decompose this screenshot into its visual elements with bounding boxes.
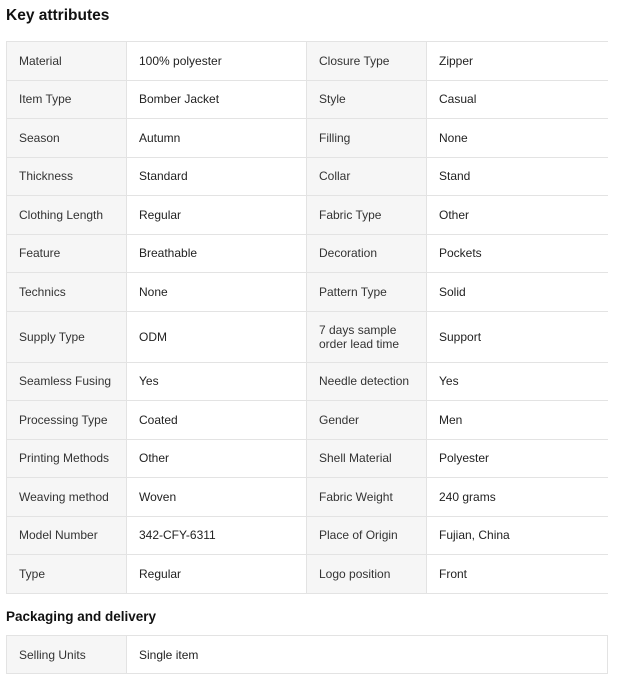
attribute-label-fabric-weight: Fabric Weight [307,478,427,517]
attribute-label-model-number: Model Number [7,516,127,555]
attribute-label-printing-methods: Printing Methods [7,439,127,478]
attribute-value-seamless-fusing: Yes [127,362,307,401]
attribute-label-logo-position: Logo position [307,555,427,594]
table-row [7,119,608,158]
attribute-value-fabric-weight: 240 grams [427,478,608,517]
attribute-value-fabric-type: Other [427,196,608,235]
attribute-value-clothing-length: Regular [127,196,307,235]
attribute-label-material: Material [7,42,127,81]
attribute-label-needle-detection: Needle detection [307,362,427,401]
attribute-label-gender: Gender [307,401,427,440]
table-row [7,234,608,273]
attribute-value-sample-lead-time: Support [427,311,608,362]
attribute-label-fabric-type: Fabric Type [307,196,427,235]
table-row [7,196,608,235]
attribute-label-seamless-fusing: Seamless Fusing [7,362,127,401]
table-row [7,516,608,555]
table-row [7,80,608,119]
attribute-label-shell-material: Shell Material [307,439,427,478]
attribute-label-type: Type [7,555,127,594]
packaging-table [6,635,608,674]
attribute-value-selling-units: Single item [127,636,608,674]
attribute-value-shell-material: Polyester [427,439,608,478]
attribute-value-collar: Stand [427,157,608,196]
table-row [7,439,608,478]
attribute-value-printing-methods: Other [127,439,307,478]
table-row [7,636,608,674]
attribute-value-pattern-type: Solid [427,273,608,312]
packaging-heading: Packaging and delivery [6,609,157,624]
attribute-label-item-type: Item Type [7,80,127,119]
attribute-value-thickness: Standard [127,157,307,196]
table-row [7,42,608,81]
attribute-value-closure-type: Zipper [427,42,608,81]
attribute-label-sample-lead-time: 7 days sample order lead time [307,311,427,362]
attribute-label-selling-units: Selling Units [7,636,127,674]
table-row [7,273,608,312]
attribute-value-supply-type: ODM [127,311,307,362]
attribute-label-clothing-length: Clothing Length [7,196,127,235]
attribute-label-decoration: Decoration [307,234,427,273]
attribute-label-technics: Technics [7,273,127,312]
attribute-label-pattern-type: Pattern Type [307,273,427,312]
table-row [7,555,608,594]
attribute-value-filling: None [427,119,608,158]
table-row [7,311,608,362]
attribute-label-thickness: Thickness [7,157,127,196]
attribute-value-model-number: 342-CFY-6311 [127,516,307,555]
attribute-label-processing-type: Processing Type [7,401,127,440]
table-row [7,362,608,401]
attribute-value-technics: None [127,273,307,312]
attribute-value-style: Casual [427,80,608,119]
attribute-label-filling: Filling [307,119,427,158]
attribute-value-weaving-method: Woven [127,478,307,517]
key-attributes-table [6,41,608,594]
table-row [7,401,608,440]
attribute-label-closure-type: Closure Type [307,42,427,81]
attribute-label-feature: Feature [7,234,127,273]
attribute-value-decoration: Pockets [427,234,608,273]
attribute-value-material: 100% polyester [127,42,307,81]
table-row [7,478,608,517]
attribute-value-gender: Men [427,401,608,440]
attribute-value-processing-type: Coated [127,401,307,440]
attribute-label-place-of-origin: Place of Origin [307,516,427,555]
key-attributes-heading: Key attributes [6,7,110,24]
attribute-value-feature: Breathable [127,234,307,273]
attribute-value-season: Autumn [127,119,307,158]
attribute-label-weaving-method: Weaving method [7,478,127,517]
attribute-value-place-of-origin: Fujian, China [427,516,608,555]
attribute-value-item-type: Bomber Jacket [127,80,307,119]
attribute-value-logo-position: Front [427,555,608,594]
attribute-label-supply-type: Supply Type [7,311,127,362]
attribute-value-type: Regular [127,555,307,594]
attribute-label-collar: Collar [307,157,427,196]
attribute-value-needle-detection: Yes [427,362,608,401]
attribute-label-season: Season [7,119,127,158]
table-row [7,157,608,196]
attribute-label-style: Style [307,80,427,119]
